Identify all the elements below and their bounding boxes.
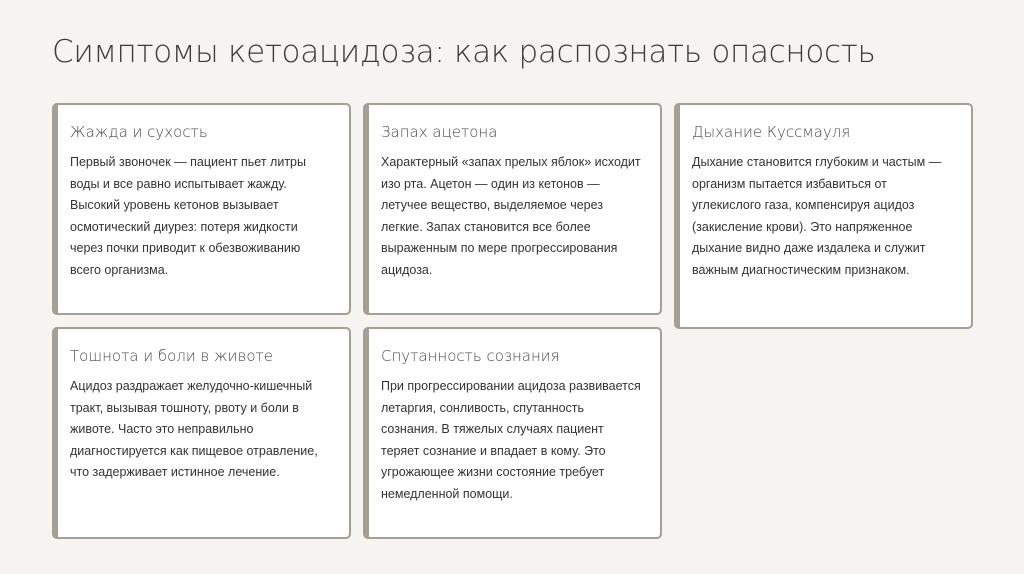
card-text: При прогрессировании ацидоза развивается летаргия, сонливость, спутанность сознания. В тяжелых случаях пациент теряет сознание и впадает в кому. Это угрожающее жизни состояние требует немедленной помощи. xyxy=(381,379,641,501)
card-heading: Запах ацетона xyxy=(381,123,498,141)
card-heading: Спутанность сознания xyxy=(381,347,560,365)
card-text: Характерный «запах прелых яблок» исходит изо рта. Ацетон — один из кетонов — летучее вещество, выделяемое через легкие. Запах становится все более выраженным по мере прогрессирования ацидоза. xyxy=(381,155,641,277)
symptom-card-confusion xyxy=(363,327,662,539)
symptom-card-thirst xyxy=(52,103,351,315)
card-heading: Дыхание Куссмауля xyxy=(692,123,851,141)
symptom-card-acetone xyxy=(363,103,662,315)
card-text: Первый звоночек — пациент пьет литры воды и все равно испытывает жажду. Высокий уровень кетонов вызывает осмотический диурез: потеря жидкости через почки приводит к обезвоживанию всего организма. xyxy=(70,155,306,277)
symptom-card-nausea xyxy=(52,327,351,539)
card-text: Дыхание становится глубоким и частым — организм пытается избавиться от углекислого газа, компенсируя ацидоз (закисление крови). Это напряженное дыхание видно даже издалека и служит важным диагностическим признаком. xyxy=(692,155,942,277)
card-heading: Тошнота и боли в животе xyxy=(70,347,273,365)
card-text: Ацидоз раздражает желудочно-кишечный тракт, вызывая тошноту, рвоту и боли в животе. Часто это неправильно диагностируется как пищевое отравление, что задерживает истинное лечение. xyxy=(70,379,318,479)
symptom-card-kussmaul xyxy=(674,103,973,329)
slide-title: Симптомы кетоацидоза: как распознать опасность xyxy=(52,34,876,70)
card-heading: Жажда и сухость xyxy=(70,123,208,141)
